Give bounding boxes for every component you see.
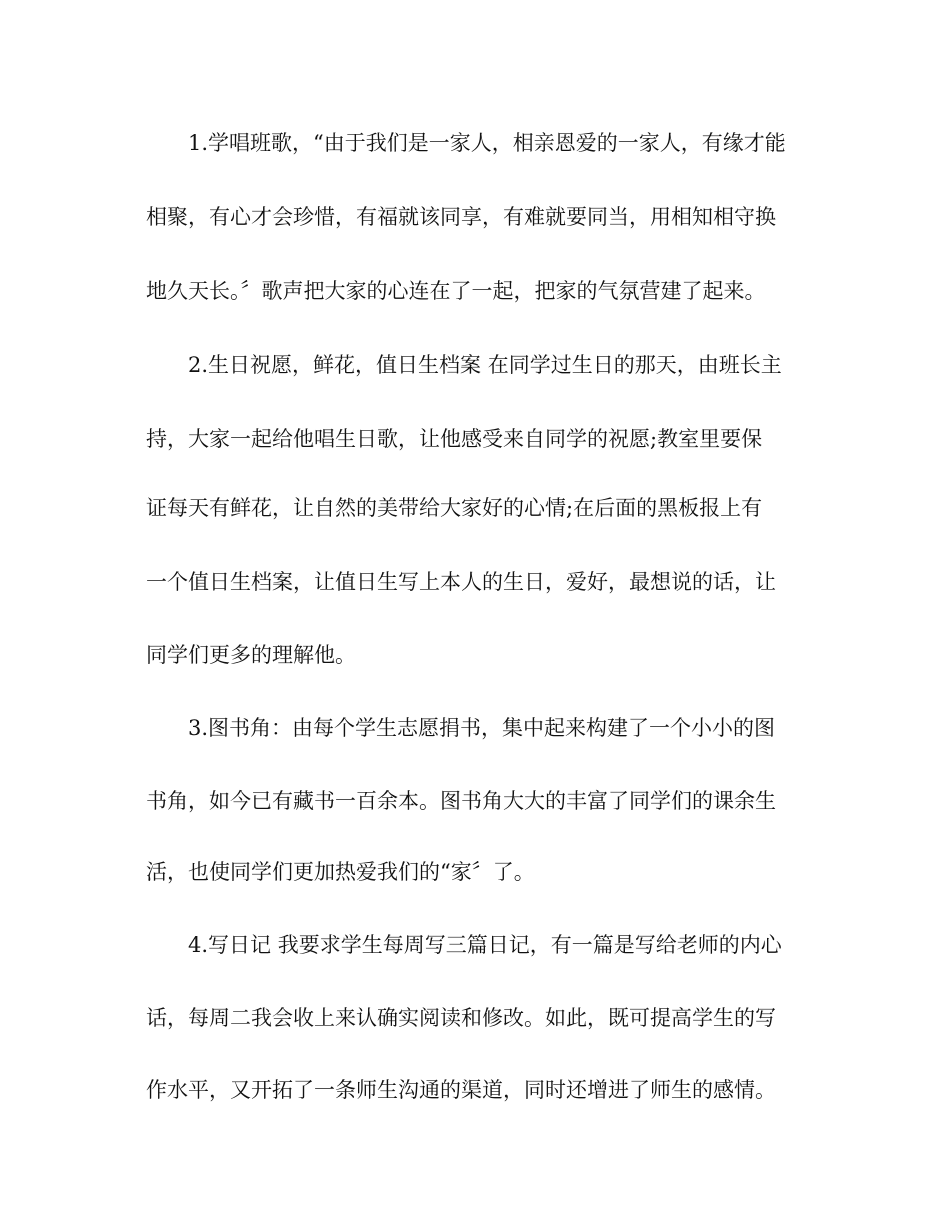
paragraph-1-line-3: 地久天长。〞歌声把大家的心连在了一起，把家的气氛营建了起来。 (146, 279, 766, 303)
paragraph-4-line-2: 话，每周二我会收上来认确实阅读和修改。如此，既可提高学生的写 (146, 1006, 776, 1030)
paragraph-4-line-1: 4.写日记 我要求学生每周写三篇日记，有一篇是写给老师的内心 (188, 933, 782, 957)
paragraph-4-line-3: 作水平，又开拓了一条师生沟通的渠道，同时还增进了师生的感情。 (146, 1078, 776, 1102)
paragraph-2-line-1: 2.生日祝愿，鲜花，值日生档案 在同学过生日的那天，由班长主 (188, 353, 782, 377)
paragraph-3-line-1: 3.图书角：由每个学生志愿捐书，集中起来构建了一个小小的图 (188, 716, 776, 740)
paragraph-3-line-3: 活，也使同学们更加热爱我们的“家〞了。 (146, 860, 535, 884)
paragraph-2-line-4: 一个值日生档案，让值日生写上本人的生日，爱好，最想说的话，让 (146, 570, 776, 594)
paragraph-2-line-3: 证每天有鲜花，让自然的美带给大家好的心情;在后面的黑板报上有 (146, 496, 763, 520)
paragraph-1-line-2: 相聚，有心才会珍惜，有福就该同享，有难就要同当，用相知相守换 (146, 205, 776, 229)
paragraph-2-line-5: 同学们更多的理解他。 (146, 643, 356, 667)
paragraph-3-line-2: 书角，如今已有藏书一百余本。图书角大大的丰富了同学们的课余生 (146, 789, 776, 813)
paragraph-1-line-1: 1.学唱班歌，“由于我们是一家人，相亲恩爱的一家人，有缘才能 (188, 131, 786, 155)
paragraph-2-line-2: 持，大家一起给他唱生日歌，让他感受来自同学的祝愿;教室里要保 (146, 427, 763, 451)
